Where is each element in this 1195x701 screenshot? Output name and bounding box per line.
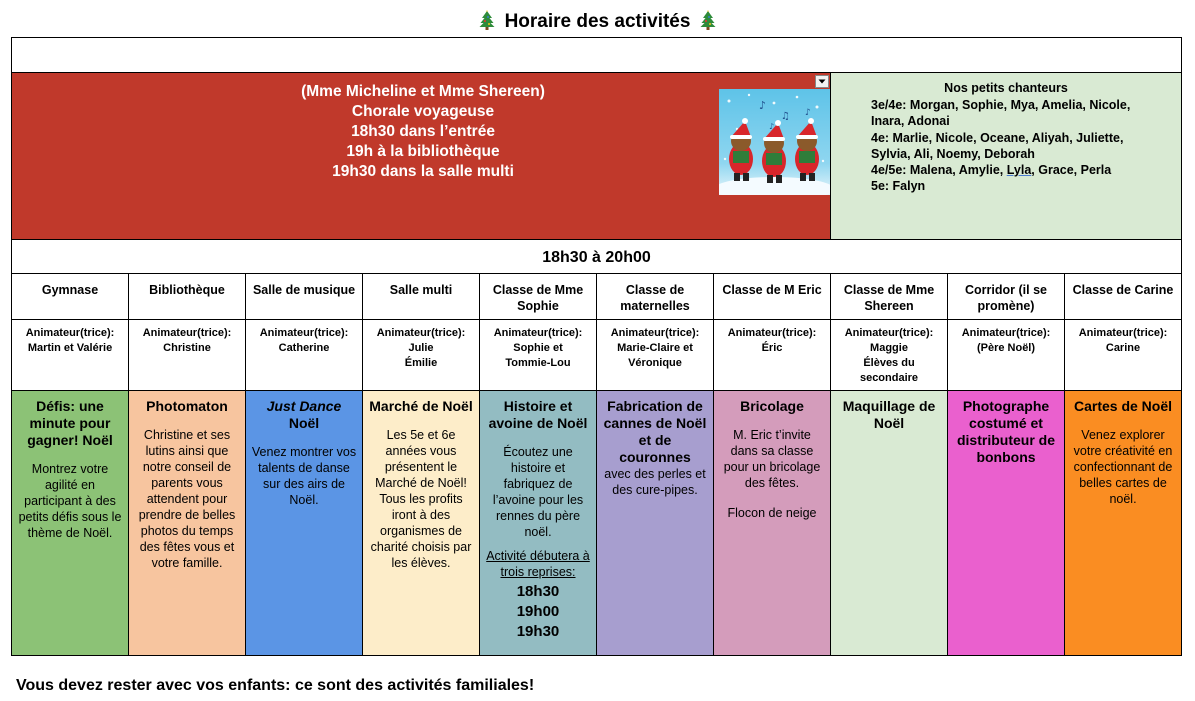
activity-title-rest: Noël — [288, 415, 320, 431]
activity-description: Christine et ses lutins ainsi que notre conseil de parents vous attendent pour prendre de belles photos du temps des fêtes vous et votre famille. — [138, 428, 236, 570]
room-header[interactable]: Classe de Carine — [1065, 274, 1181, 320]
animator-cell[interactable] — [1065, 320, 1181, 391]
animator-name: (Père Noël) — [976, 342, 1036, 354]
activity-cell[interactable] — [597, 391, 713, 655]
column-classe-carine — [1065, 274, 1181, 655]
column-classe-shereen — [831, 274, 948, 655]
singers-line: 3e/4e: Morgan, Sophie, Mya, Amelia, Nicole, — [871, 98, 1131, 112]
activity-description: Venez montrer vos talents de danse sur des airs de Noël. — [251, 445, 357, 507]
activity-title: Maquillage de Noël — [842, 398, 936, 431]
choir-line: 18h30 dans l’entrée — [351, 123, 495, 140]
singers-line: Inara, Adonai — [871, 114, 950, 129]
animator-cell[interactable] — [363, 320, 479, 391]
animator-name: Émilie — [404, 357, 438, 369]
svg-text:♪: ♪ — [769, 122, 775, 131]
animator-name: Tommie-Lou — [505, 357, 571, 369]
column-bibliotheque — [129, 274, 246, 655]
activity-time: 19h30 — [516, 623, 560, 640]
activity-description: Venez explorer votre créativité en confectionnant de belles cartes de noël. — [1073, 428, 1173, 506]
activity-time: 18h30 — [516, 583, 560, 600]
animator-label: Animateur(trice): — [610, 327, 700, 339]
activity-title: Cartes de Noël — [1073, 398, 1173, 414]
animator-cell[interactable] — [129, 320, 245, 391]
activity-cell[interactable] — [831, 391, 947, 655]
animator-name: secondaire — [859, 372, 919, 384]
animator-cell[interactable] — [12, 320, 128, 391]
activity-title: Photographe costumé et distributeur de bonbons — [956, 398, 1055, 465]
room-header[interactable]: Salle de musique — [246, 274, 362, 320]
column-classe-sophie — [480, 274, 597, 655]
animator-label: Animateur(trice): — [493, 327, 583, 339]
column-maternelles — [597, 274, 714, 655]
activity-title: Histoire et avoine de Noël — [488, 398, 588, 431]
svg-text:♫: ♫ — [781, 111, 790, 122]
animator-name: Éric — [761, 342, 783, 354]
animator-name: Élèves du — [863, 357, 915, 369]
animator-label: Animateur(trice): — [1078, 327, 1168, 339]
activity-cell[interactable] — [129, 391, 245, 655]
animator-label: Animateur(trice): — [142, 327, 232, 339]
activity-title: Fabrication de cannes de Noël et de couronnes — [603, 398, 707, 465]
activity-description: Les 5e et 6e années vous présentent le Marché de Noël! Tous les profits iront à des organismes de charité choisis par les élèves. — [370, 428, 472, 570]
blank-header-row[interactable] — [12, 38, 1181, 73]
christmas-tree-icon — [700, 10, 716, 38]
animator-label: Animateur(trice): — [259, 327, 349, 339]
activity-cell[interactable] — [480, 391, 596, 655]
singers-line: Sylvia, Ali, Noemy, Deborah — [871, 146, 1035, 161]
footer-note: Vous devez rester avec vos enfants: ce sont des activités familiales! — [16, 677, 535, 694]
christmas-tree-icon — [479, 10, 495, 38]
room-header[interactable]: Classe de Mme Sophie — [480, 274, 596, 320]
room-header[interactable]: Classe de maternelles — [597, 274, 713, 320]
time-range-row[interactable]: 18h30 à 20h00 — [12, 240, 1181, 274]
activity-extra: Flocon de neige — [727, 506, 817, 520]
singers-line — [871, 162, 1171, 178]
activity-title: Photomaton — [146, 398, 228, 414]
animator-name: Véronique — [628, 357, 682, 369]
animator-name: Christine — [163, 342, 211, 354]
singers-line-suffix: , Grace, Perla — [1031, 163, 1112, 178]
animator-name: Maggie — [870, 342, 908, 354]
column-salle-musique — [246, 274, 363, 655]
animator-cell[interactable] — [714, 320, 830, 391]
choir-line: 19h à la bibliothèque — [346, 143, 500, 160]
choir-line: 19h30 dans la salle multi — [332, 163, 514, 180]
animator-cell[interactable] — [480, 320, 596, 391]
animator-name: Martin et Valérie — [27, 342, 113, 354]
room-header[interactable]: Bibliothèque — [129, 274, 245, 320]
column-salle-multi — [363, 274, 480, 655]
room-header[interactable]: Gymnase — [12, 274, 128, 320]
chevron-down-icon[interactable] — [815, 75, 829, 88]
column-corridor — [948, 274, 1065, 655]
activity-note: Activité débutera à trois reprises: — [486, 549, 590, 579]
animator-name: Julie — [408, 342, 434, 354]
singers-list — [871, 97, 1171, 195]
animator-label: Animateur(trice): — [376, 327, 466, 339]
activity-cell[interactable] — [363, 391, 479, 655]
animator-label: Animateur(trice): — [961, 327, 1051, 339]
room-header[interactable]: Salle multi — [363, 274, 479, 320]
activity-cell[interactable] — [714, 391, 830, 655]
activity-description: Écoutez une histoire et fabriquez de l’avoine pour les rennes du père noël. — [492, 445, 584, 539]
choir-line: Chorale voyageuse — [351, 103, 495, 120]
svg-text:♪: ♪ — [759, 99, 767, 112]
room-header[interactable]: Classe de M Eric — [714, 274, 830, 320]
column-classe-eric — [714, 274, 831, 655]
singers-line: 4e: Marlie, Nicole, Oceane, Aliyah, Juliette, — [871, 130, 1124, 145]
activity-title: Défis: une minute pour gagner! Noël — [27, 398, 113, 448]
choir-line: (Mme Micheline et Mme Shereen) — [301, 83, 545, 100]
room-header[interactable]: Corridor (il se promène) — [948, 274, 1064, 320]
animator-name: Sophie et — [513, 342, 563, 354]
activity-cell[interactable] — [246, 391, 362, 655]
page-title — [0, 9, 1195, 35]
activity-title: Bricolage — [740, 398, 804, 414]
choir-cell[interactable] — [12, 73, 831, 240]
animator-cell[interactable] — [597, 320, 713, 391]
activity-cell[interactable] — [12, 391, 128, 655]
singers-line: 5e: Falyn — [871, 179, 926, 194]
schedule-sheet — [11, 37, 1182, 656]
activity-cell[interactable] — [1065, 391, 1181, 655]
singers-cell[interactable] — [831, 73, 1181, 240]
activity-description: M. Eric t’invite dans sa classe pour un bricolage des fêtes. — [723, 428, 821, 490]
singers-title: Nos petits chanteurs — [944, 81, 1068, 95]
singers-line-prefix: 4e/5e: Malena, Amylie, — [871, 163, 1007, 178]
animator-name: Catherine — [278, 342, 330, 354]
carolers-icon — [719, 89, 830, 195]
activity-title — [250, 398, 358, 432]
animator-label: Animateur(trice): — [844, 327, 934, 339]
activity-description: Montrez votre agilité en participant à des petits défis sous le thème de Noël. — [18, 462, 122, 540]
animator-name: Carine — [1105, 342, 1141, 354]
animator-name: Marie-Claire et — [617, 342, 693, 354]
activity-title: Marché de Noël — [369, 398, 473, 414]
animator-label: Animateur(trice): — [727, 327, 817, 339]
activity-description: avec des perles et des cure-pipes. — [604, 467, 706, 497]
choir-text — [148, 82, 698, 182]
animator-cell[interactable] — [948, 320, 1064, 391]
room-header[interactable]: Classe de Mme Shereen — [831, 274, 947, 320]
page-title-text: Horaire des activités — [504, 11, 691, 32]
activity-cell[interactable] — [948, 391, 1064, 655]
animator-cell[interactable] — [246, 320, 362, 391]
animator-cell[interactable] — [831, 320, 947, 391]
column-gymnase — [12, 274, 129, 655]
activity-grid — [12, 274, 1181, 655]
animator-label: Animateur(trice): — [25, 327, 115, 339]
activity-title-italic: Just Dance — [266, 398, 342, 414]
svg-text:♪: ♪ — [805, 108, 811, 118]
singers-name-underlined: Lyla — [1006, 163, 1032, 178]
activity-time: 19h00 — [516, 603, 560, 620]
